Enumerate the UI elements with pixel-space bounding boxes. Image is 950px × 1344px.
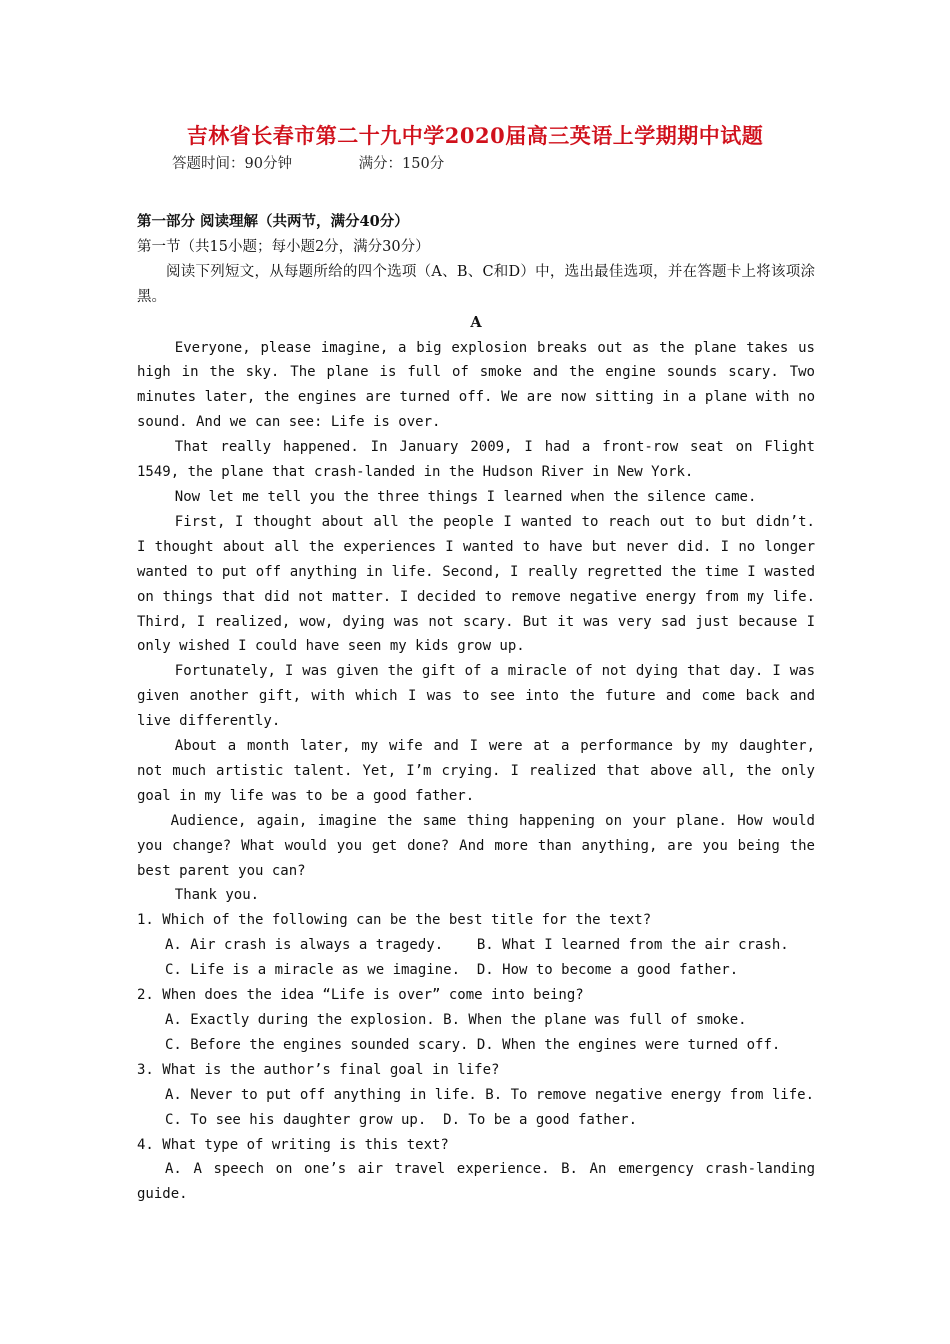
question-options: A. Air crash is always a tragedy. B. What I learned from the air crash.	[165, 937, 789, 954]
question-stem: 2. When does the idea “Life is over” come into being?	[137, 987, 584, 1004]
passage-paragraph: That really happened. In January 2009, I had a front-row seat on Flight 1549, the plane that crash-landed in the Hudson River in New York.	[137, 439, 815, 481]
passage-paragraph: About a month later, my wife and I were at a performance by my daughter, not much artistic talent. Yet, I’m crying. I realized that above all, the only goal in my life was to be a good father.	[137, 738, 815, 804]
question-options: A. A speech on one’s air travel experience. B. An emergency crash-landing guide.	[137, 1161, 815, 1203]
question-options: C. To see his daughter grow up. D. To be a good father.	[165, 1111, 638, 1128]
part-title: 第一部分 阅读理解（共两节，满分40分）	[137, 213, 409, 230]
question-options: C. Life is a miracle as we imagine. D. How to become a good father.	[165, 962, 739, 979]
question-4	[137, 1133, 815, 1208]
question-options: A. Never to put off anything in life. B. To remove negative energy from life.	[165, 1086, 815, 1103]
exam-title: 吉林省长春市第二十九中学2020届高三英语上学期期中试题	[186, 123, 764, 148]
exam-meta	[172, 152, 444, 173]
question-stem: 1. Which of the following can be the best title for the text?	[137, 912, 652, 929]
time-label: 答题时间：90分钟	[172, 156, 292, 172]
question-1	[137, 908, 815, 983]
passage-paragraph: First, I thought about all the people I wanted to reach out to but didn’t. I thought about all the experiences I wanted to have but never did. I no longer wanted to put off anything in life. Second, I really regretted the time I wasted on things that did not matter. I decided to remove negative energy from my life. Third, I realized, wow, dying was not scary. But it was very sad just because I only wished I could have seen my kids grow up.	[137, 513, 815, 655]
passage-body	[137, 336, 815, 1208]
question-2	[137, 983, 815, 1058]
exam-content	[137, 210, 815, 1207]
instructions: 阅读下列短文，从每题所给的四个选项（A、B、C和D）中，选出最佳选项，并在答题卡上将该项涂黑。	[137, 263, 815, 305]
score-label: 满分：150分	[358, 156, 445, 172]
passage-paragraph: Thank you.	[174, 887, 260, 904]
passage-paragraph: Audience, again, imagine the same thing happening on your plane. How would you change? What would you get done? And more than anything, are you being the best parent you can?	[137, 812, 815, 879]
passage-paragraph: Everyone, please imagine, a big explosion breaks out as the plane takes us high in the sky. The plane is full of smoke and the engine sounds scary. Two minutes later, the engines are turned off. We are now sitting in a plane with no sound. And we can see: Life is over.	[137, 339, 815, 431]
question-stem: 4. What type of writing is this text?	[137, 1136, 449, 1153]
question-3	[137, 1058, 815, 1133]
passage-paragraph: Fortunately, I was given the gift of a miracle of not dying that day. I was given another gift, with which I was to see into the future and come back and live differently.	[137, 663, 815, 730]
question-options: C. Before the engines sounded scary. D. When the engines were turned off.	[165, 1036, 781, 1053]
passage-paragraph: Now let me tell you the three things I learned when the silence came.	[174, 488, 757, 505]
passage-letter: A	[470, 313, 482, 331]
question-options: A. Exactly during the explosion. B. When the plane was full of smoke.	[165, 1012, 747, 1028]
question-stem: 3. What is the author’s final goal in life?	[137, 1061, 500, 1078]
subsection-title: 第一节（共15小题；每小题2分，满分30分）	[137, 238, 430, 255]
